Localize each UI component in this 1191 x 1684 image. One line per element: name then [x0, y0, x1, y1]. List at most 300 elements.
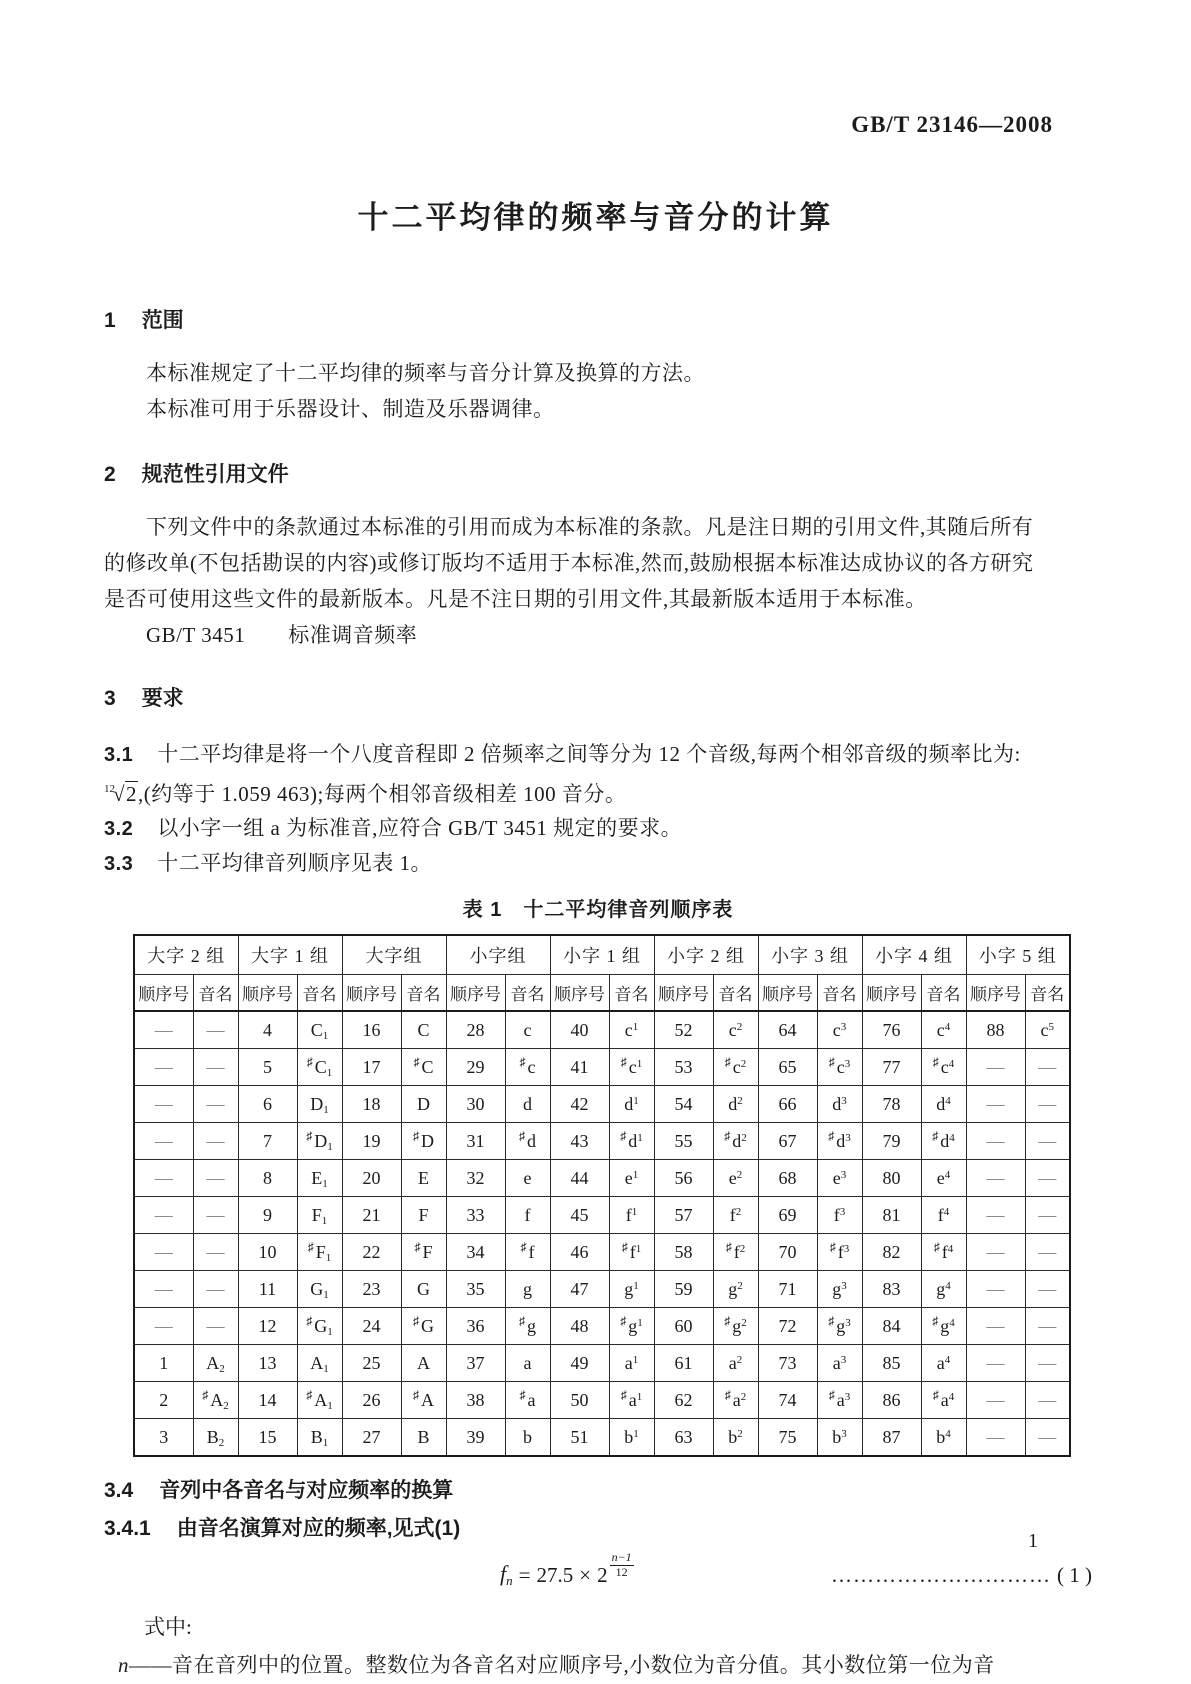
table-row: [134, 1049, 1070, 1086]
seq-number-cell: 31: [446, 1123, 505, 1160]
seq-number-cell: 47: [550, 1271, 609, 1308]
note-name-cell: $c^1$: [609, 1011, 654, 1049]
note-name-cell: ♯ $g^1$: [609, 1308, 654, 1345]
clause-2-title: 规范性引用文件: [141, 463, 289, 486]
clause-3-4-number: 3.4: [104, 1479, 134, 1502]
seq-number-cell: —: [966, 1345, 1025, 1382]
seq-number-cell: —: [134, 1271, 193, 1308]
note-name-cell: ♯ $f^1$: [609, 1234, 654, 1271]
seq-number-cell: 46: [550, 1234, 609, 1271]
clause-3-1: [104, 737, 1092, 772]
seq-number-cell: 78: [862, 1086, 921, 1123]
clause-2-line-3: 是否可使用这些文件的最新版本。凡是不注日期的引用文件,其最新版本适用于本标准。: [104, 587, 927, 611]
table-row: [134, 1197, 1070, 1234]
sharp-sign: ♯: [933, 1239, 940, 1254]
note-name-cell: ♯ $a^1$: [609, 1382, 654, 1419]
note-name-cell: ♯ A: [401, 1382, 446, 1419]
seq-number-cell: 35: [446, 1271, 505, 1308]
sharp-sign: ♯: [828, 1387, 835, 1402]
table-row: [134, 1382, 1070, 1419]
seq-number-cell: 43: [550, 1123, 609, 1160]
note-name-cell: —: [193, 1011, 238, 1049]
sharp-sign: ♯: [932, 1054, 939, 1069]
note-name-cell: ♯ a: [505, 1382, 550, 1419]
note-name-cell: ♯ $f^4$: [921, 1234, 966, 1271]
sharp-sign: ♯: [519, 1128, 525, 1143]
seq-number-cell: 76: [862, 1011, 921, 1049]
seq-number-cell: 9: [238, 1197, 297, 1234]
seq-number-cell: 75: [758, 1419, 817, 1457]
table-row: [134, 1234, 1070, 1271]
seq-number-cell: 10: [238, 1234, 297, 1271]
page-title: 十二平均律的频率与音分的计算: [357, 200, 834, 235]
seq-number-cell: 86: [862, 1382, 921, 1419]
clause-3-4-1-heading: [104, 1515, 1092, 1543]
note-name-cell: $B_1$: [297, 1419, 342, 1457]
note-name-cell: $e^2$: [713, 1160, 758, 1197]
octave-group-header: 小字组: [446, 935, 550, 975]
equation-number: ( 1 ): [1057, 1562, 1092, 1587]
seq-number-cell: 71: [758, 1271, 817, 1308]
clause-1-paragraph-2: 本标准可用于乐器设计、制造及乐器调律。: [146, 397, 555, 421]
note-name-cell: $e^4$: [921, 1160, 966, 1197]
sequence-table: [133, 934, 1071, 1457]
note-name-cell: ♯ $c^3$: [817, 1049, 862, 1086]
formula-lhs-subscript: n: [506, 1573, 513, 1589]
note-name-cell: ♯ $d^2$: [713, 1123, 758, 1160]
seq-number-cell: 57: [654, 1197, 713, 1234]
seq-column-header: 顺序号: [654, 975, 713, 1012]
clause-3-1-continued: [104, 772, 1092, 811]
seq-number-cell: 66: [758, 1086, 817, 1123]
seq-number-cell: 30: [446, 1086, 505, 1123]
note-name-cell: —: [193, 1308, 238, 1345]
clause-3-4-title: 音列中各音名与对应频率的换算: [159, 1479, 454, 1502]
octave-group-header: 小字 3 组: [758, 935, 862, 975]
seq-number-cell: 2: [134, 1382, 193, 1419]
sharp-sign: ♯: [620, 1313, 627, 1328]
note-name-cell: —: [193, 1086, 238, 1123]
sharp-sign: ♯: [932, 1128, 939, 1143]
note-name-cell: $A_1$: [297, 1345, 342, 1382]
note-name-cell: $b^3$: [817, 1419, 862, 1457]
clause-2-line-2: 的修改单(不包括勘误的内容)或修订版均不适用于本标准,然而,鼓励根据本标准达成协议的各方研究: [104, 551, 1034, 575]
seq-number-cell: 85: [862, 1345, 921, 1382]
seq-number-cell: 15: [238, 1419, 297, 1457]
name-column-header: 音名: [193, 975, 238, 1012]
note-name-cell: ♯ $g^3$: [817, 1308, 862, 1345]
seq-number-cell: —: [134, 1308, 193, 1345]
note-name-cell: $f^4$: [921, 1197, 966, 1234]
formula-exponent-fraction: [610, 1551, 634, 1580]
sharp-sign: ♯: [932, 1313, 939, 1328]
formula-base: 2: [597, 1562, 608, 1587]
seq-number-cell: 72: [758, 1308, 817, 1345]
clause-3-4-1-title: 由音名演算对应的频率,见式(1): [176, 1517, 461, 1540]
seq-number-cell: 87: [862, 1419, 921, 1457]
note-name-cell: ♯ $c^2$: [713, 1049, 758, 1086]
sharp-sign: ♯: [413, 1387, 419, 1402]
seq-number-cell: 13: [238, 1345, 297, 1382]
note-name-cell: $d^2$: [713, 1086, 758, 1123]
seq-number-cell: 61: [654, 1345, 713, 1382]
note-name-cell: $g^3$: [817, 1271, 862, 1308]
sharp-sign: ♯: [829, 1239, 836, 1254]
seq-number-cell: 27: [342, 1419, 401, 1457]
seq-number-cell: 21: [342, 1197, 401, 1234]
note-name-cell: $A_2$: [193, 1345, 238, 1382]
note-name-cell: $g^2$: [713, 1271, 758, 1308]
table-row: [134, 1160, 1070, 1197]
note-name-cell: $d^1$: [609, 1086, 654, 1123]
name-column-header: 音名: [1025, 975, 1070, 1012]
note-name-cell: —: [1025, 1086, 1070, 1123]
note-name-cell: ♯ $D_1$: [297, 1123, 342, 1160]
octave-group-header: 小字 4 组: [862, 935, 966, 975]
note-name-cell: —: [1025, 1419, 1070, 1457]
name-column-header: 音名: [921, 975, 966, 1012]
seq-number-cell: 19: [342, 1123, 401, 1160]
note-name-cell: ♯ G: [401, 1308, 446, 1345]
clause-3-number: 3: [104, 687, 116, 710]
note-name-cell: ♯ c: [505, 1049, 550, 1086]
seq-number-cell: 24: [342, 1308, 401, 1345]
formula-lhs-variable: fn: [500, 1561, 513, 1589]
note-name-cell: D: [401, 1086, 446, 1123]
seq-number-cell: 68: [758, 1160, 817, 1197]
seq-number-cell: 73: [758, 1345, 817, 1382]
octave-group-header: 大字 1 组: [238, 935, 342, 975]
note-name-cell: G: [401, 1271, 446, 1308]
table-row: [134, 1345, 1070, 1382]
note-name-cell: ♯ C: [401, 1049, 446, 1086]
seq-number-cell: —: [966, 1271, 1025, 1308]
note-name-cell: ♯ $a^4$: [921, 1382, 966, 1419]
table-row: [134, 1308, 1070, 1345]
seq-number-cell: 52: [654, 1011, 713, 1049]
note-name-cell: —: [1025, 1345, 1070, 1382]
sharp-sign: ♯: [828, 1054, 835, 1069]
note-name-cell: —: [1025, 1271, 1070, 1308]
root-index: 12: [104, 783, 115, 795]
note-name-cell: $c^2$: [713, 1011, 758, 1049]
clause-3-heading: [104, 685, 1092, 713]
clause-3-4-1-number: 3.4.1: [104, 1517, 151, 1540]
note-name-cell: ♯ $a^2$: [713, 1382, 758, 1419]
name-column-header: 音名: [713, 975, 758, 1012]
seq-number-cell: —: [966, 1308, 1025, 1345]
sharp-sign: ♯: [724, 1054, 731, 1069]
table-row: [134, 1271, 1070, 1308]
clause-1-number: 1: [104, 309, 116, 332]
seq-number-cell: 3: [134, 1419, 193, 1457]
seq-number-cell: 4: [238, 1011, 297, 1049]
sharp-sign: ♯: [414, 1239, 421, 1254]
seq-number-cell: —: [134, 1049, 193, 1086]
seq-number-cell: 33: [446, 1197, 505, 1234]
octave-group-header: 大字组: [342, 935, 446, 975]
name-column-header: 音名: [297, 975, 342, 1012]
sharp-sign: ♯: [519, 1054, 526, 1069]
octave-group-header: 小字 1 组: [550, 935, 654, 975]
note-name-cell: $e^1$: [609, 1160, 654, 1197]
seq-number-cell: —: [966, 1049, 1025, 1086]
note-name-cell: —: [1025, 1234, 1070, 1271]
note-name-cell: $D_1$: [297, 1086, 342, 1123]
seq-number-cell: 22: [342, 1234, 401, 1271]
sharp-sign: ♯: [932, 1387, 939, 1402]
seq-number-cell: —: [966, 1382, 1025, 1419]
note-name-cell: —: [193, 1049, 238, 1086]
seq-column-header: 顺序号: [134, 975, 193, 1012]
sharp-sign: ♯: [306, 1313, 313, 1328]
seq-number-cell: 49: [550, 1345, 609, 1382]
note-name-cell: —: [1025, 1123, 1070, 1160]
seq-number-cell: 7: [238, 1123, 297, 1160]
where-definition: [104, 1648, 1092, 1682]
note-name-cell: $b^1$: [609, 1419, 654, 1457]
clause-3-3: [104, 846, 1092, 881]
seq-number-cell: 39: [446, 1419, 505, 1457]
octave-group-header: 大字 2 组: [134, 935, 238, 975]
sharp-sign: ♯: [620, 1387, 627, 1402]
sharp-sign: ♯: [520, 1239, 527, 1254]
note-name-cell: ♯ $g^2$: [713, 1308, 758, 1345]
clause-3-3-number: 3.3: [104, 853, 134, 875]
seq-number-cell: 77: [862, 1049, 921, 1086]
note-name-cell: ♯ d: [505, 1123, 550, 1160]
clause-3-2-number: 3.2: [104, 818, 134, 840]
note-name-cell: B: [401, 1419, 446, 1457]
exponent-denominator: 12: [615, 1564, 628, 1579]
note-name-cell: —: [1025, 1197, 1070, 1234]
note-name-cell: $G_1$: [297, 1271, 342, 1308]
clause-3-title: 要求: [141, 687, 184, 710]
seq-number-cell: —: [966, 1123, 1025, 1160]
note-name-cell: $g^4$: [921, 1271, 966, 1308]
octave-group-header: 小字 2 组: [654, 935, 758, 975]
seq-number-cell: 17: [342, 1049, 401, 1086]
note-name-cell: $f^3$: [817, 1197, 862, 1234]
seq-number-cell: —: [134, 1011, 193, 1049]
sharp-sign: ♯: [620, 1054, 627, 1069]
seq-number-cell: 56: [654, 1160, 713, 1197]
note-name-cell: $b^4$: [921, 1419, 966, 1457]
note-name-cell: $a^1$: [609, 1345, 654, 1382]
sharp-sign: ♯: [828, 1128, 835, 1143]
note-name-cell: ♯ $d^4$: [921, 1123, 966, 1160]
seq-number-cell: 20: [342, 1160, 401, 1197]
sharp-sign: ♯: [413, 1128, 419, 1143]
name-column-header: 音名: [609, 975, 654, 1012]
note-name-cell: ♯ $f^2$: [713, 1234, 758, 1271]
variable-n: n: [118, 1652, 129, 1677]
seq-number-cell: 18: [342, 1086, 401, 1123]
note-name-cell: —: [1025, 1160, 1070, 1197]
seq-number-cell: 12: [238, 1308, 297, 1345]
seq-column-header: 顺序号: [758, 975, 817, 1012]
seq-number-cell: 36: [446, 1308, 505, 1345]
dot-leader: …………………………: [831, 1562, 1051, 1587]
note-name-cell: $a^4$: [921, 1345, 966, 1382]
table-row: [134, 1086, 1070, 1123]
seq-number-cell: 28: [446, 1011, 505, 1049]
note-name-cell: ♯ F: [401, 1234, 446, 1271]
seq-number-cell: 70: [758, 1234, 817, 1271]
name-column-header: 音名: [817, 975, 862, 1012]
seq-number-cell: —: [966, 1160, 1025, 1197]
page-number: 1: [1028, 1530, 1038, 1552]
note-name-cell: A: [401, 1345, 446, 1382]
note-name-cell: ♯ $g^4$: [921, 1308, 966, 1345]
sharp-sign: ♯: [306, 1054, 313, 1069]
seq-number-cell: 16: [342, 1011, 401, 1049]
note-name-cell: ♯ $A_1$: [297, 1382, 342, 1419]
clause-2-heading: [104, 461, 1092, 489]
clause-1-paragraph-1: 本标准规定了十二平均律的频率与音分计算及换算的方法。: [146, 361, 705, 385]
sharp-sign: ♯: [306, 1128, 313, 1143]
doc-header: [0, 0, 1191, 138]
seq-number-cell: 74: [758, 1382, 817, 1419]
note-name-cell: f: [505, 1197, 550, 1234]
sharp-sign: ♯: [828, 1313, 835, 1328]
seq-number-cell: 34: [446, 1234, 505, 1271]
seq-number-cell: 48: [550, 1308, 609, 1345]
equals-sign: =: [518, 1562, 531, 1587]
note-name-cell: g: [505, 1271, 550, 1308]
note-name-cell: c: [505, 1011, 550, 1049]
note-name-cell: —: [193, 1271, 238, 1308]
seq-number-cell: 53: [654, 1049, 713, 1086]
seq-number-cell: 26: [342, 1382, 401, 1419]
sharp-sign: ♯: [620, 1128, 627, 1143]
seq-number-cell: 88: [966, 1011, 1025, 1049]
seq-number-cell: 1: [134, 1345, 193, 1382]
table-row: [134, 1011, 1070, 1049]
clause-3-3-text: 十二平均律音列顺序见表 1。: [157, 851, 433, 875]
clause-1-title: 范围: [141, 309, 184, 332]
note-name-cell: —: [193, 1197, 238, 1234]
normative-reference: GB/T 3451 标准调音频率: [146, 623, 418, 647]
clause-3-2: [104, 811, 1092, 846]
sharp-sign: ♯: [725, 1239, 732, 1254]
sharp-sign: ♯: [724, 1387, 731, 1402]
seq-number-cell: 82: [862, 1234, 921, 1271]
clause-2-number: 2: [104, 463, 116, 486]
where-label: 式中:: [144, 1614, 192, 1639]
sharp-sign: ♯: [307, 1239, 314, 1254]
seq-number-cell: —: [966, 1086, 1025, 1123]
seq-number-cell: 69: [758, 1197, 817, 1234]
note-name-cell: $C_1$: [297, 1011, 342, 1049]
seq-column-header: 顺序号: [966, 975, 1025, 1012]
name-column-header: 音名: [505, 975, 550, 1012]
note-name-cell: E: [401, 1160, 446, 1197]
seq-number-cell: 5: [238, 1049, 297, 1086]
seq-number-cell: —: [966, 1419, 1025, 1457]
where-dash: ——: [129, 1652, 172, 1677]
note-name-cell: ♯ $G_1$: [297, 1308, 342, 1345]
note-name-cell: —: [1025, 1308, 1070, 1345]
seq-column-header: 顺序号: [862, 975, 921, 1012]
note-name-cell: ♯ g: [505, 1308, 550, 1345]
clause-2-line-1: 下列文件中的条款通过本标准的引用而成为本标准的条款。凡是注日期的引用文件,其随后所有: [146, 515, 1034, 539]
sharp-sign: ♯: [202, 1387, 209, 1402]
note-name-cell: $f^1$: [609, 1197, 654, 1234]
seq-number-cell: 63: [654, 1419, 713, 1457]
octave-group-header: 小字 5 组: [966, 935, 1070, 975]
seq-number-cell: 51: [550, 1419, 609, 1457]
clause-3-1-text-rest: ,(约等于 1.059 463);每两个相邻音级相差 100 音分。: [138, 782, 627, 806]
name-column-header: 音名: [401, 975, 446, 1012]
note-name-cell: ♯ $c^4$: [921, 1049, 966, 1086]
seq-number-cell: —: [134, 1123, 193, 1160]
note-name-cell: ♯ D: [401, 1123, 446, 1160]
seq-number-cell: 81: [862, 1197, 921, 1234]
seq-number-cell: 14: [238, 1382, 297, 1419]
clause-3-2-text: 以小字一组 a 为标准音,应符合 GB/T 3451 规定的要求。: [157, 816, 683, 840]
seq-number-cell: —: [134, 1197, 193, 1234]
note-name-cell: $c^3$: [817, 1011, 862, 1049]
seq-number-cell: 6: [238, 1086, 297, 1123]
note-name-cell: e: [505, 1160, 550, 1197]
seq-number-cell: 25: [342, 1345, 401, 1382]
note-name-cell: $c^5$: [1025, 1011, 1070, 1049]
seq-number-cell: 42: [550, 1086, 609, 1123]
note-name-cell: ♯ $a^3$: [817, 1382, 862, 1419]
seq-number-cell: 29: [446, 1049, 505, 1086]
seq-number-cell: —: [134, 1086, 193, 1123]
seq-number-cell: 11: [238, 1271, 297, 1308]
seq-number-cell: 84: [862, 1308, 921, 1345]
clause-3-4-heading: [104, 1477, 1092, 1505]
table-row: [134, 1419, 1070, 1457]
seq-number-cell: 55: [654, 1123, 713, 1160]
note-name-cell: $g^1$: [609, 1271, 654, 1308]
table-row: [134, 1123, 1070, 1160]
doc-number: GB/T 23146—2008: [851, 112, 1053, 137]
seq-number-cell: 60: [654, 1308, 713, 1345]
seq-number-cell: 59: [654, 1271, 713, 1308]
seq-number-cell: 79: [862, 1123, 921, 1160]
seq-column-header: 顺序号: [342, 975, 401, 1012]
root-radicand: 2: [126, 782, 138, 806]
sharp-sign: ♯: [413, 1054, 420, 1069]
sharp-sign: ♯: [519, 1313, 525, 1328]
sharp-sign: ♯: [724, 1313, 731, 1328]
note-name-cell: $B_2$: [193, 1419, 238, 1457]
exponent-numerator: n−1: [611, 1550, 632, 1564]
seq-number-cell: 41: [550, 1049, 609, 1086]
where-text: 音在音列中的位置。整数位为各音名对应顺序号,小数位为音分值。其小数位第一位为音: [172, 1652, 995, 1677]
sharp-sign: ♯: [413, 1313, 419, 1328]
note-name-cell: $d^3$: [817, 1086, 862, 1123]
note-name-cell: b: [505, 1419, 550, 1457]
note-name-cell: ♯ $d^1$: [609, 1123, 654, 1160]
note-name-cell: a: [505, 1345, 550, 1382]
seq-number-cell: 38: [446, 1382, 505, 1419]
note-name-cell: ♯ f: [505, 1234, 550, 1271]
note-name-cell: $f^2$: [713, 1197, 758, 1234]
note-name-cell: $E_1$: [297, 1160, 342, 1197]
note-name-cell: C: [401, 1011, 446, 1049]
note-name-cell: $a^2$: [713, 1345, 758, 1382]
seq-number-cell: 45: [550, 1197, 609, 1234]
sharp-sign: ♯: [306, 1387, 313, 1402]
note-name-cell: —: [1025, 1382, 1070, 1419]
seq-column-header: 顺序号: [550, 975, 609, 1012]
note-name-cell: F: [401, 1197, 446, 1234]
